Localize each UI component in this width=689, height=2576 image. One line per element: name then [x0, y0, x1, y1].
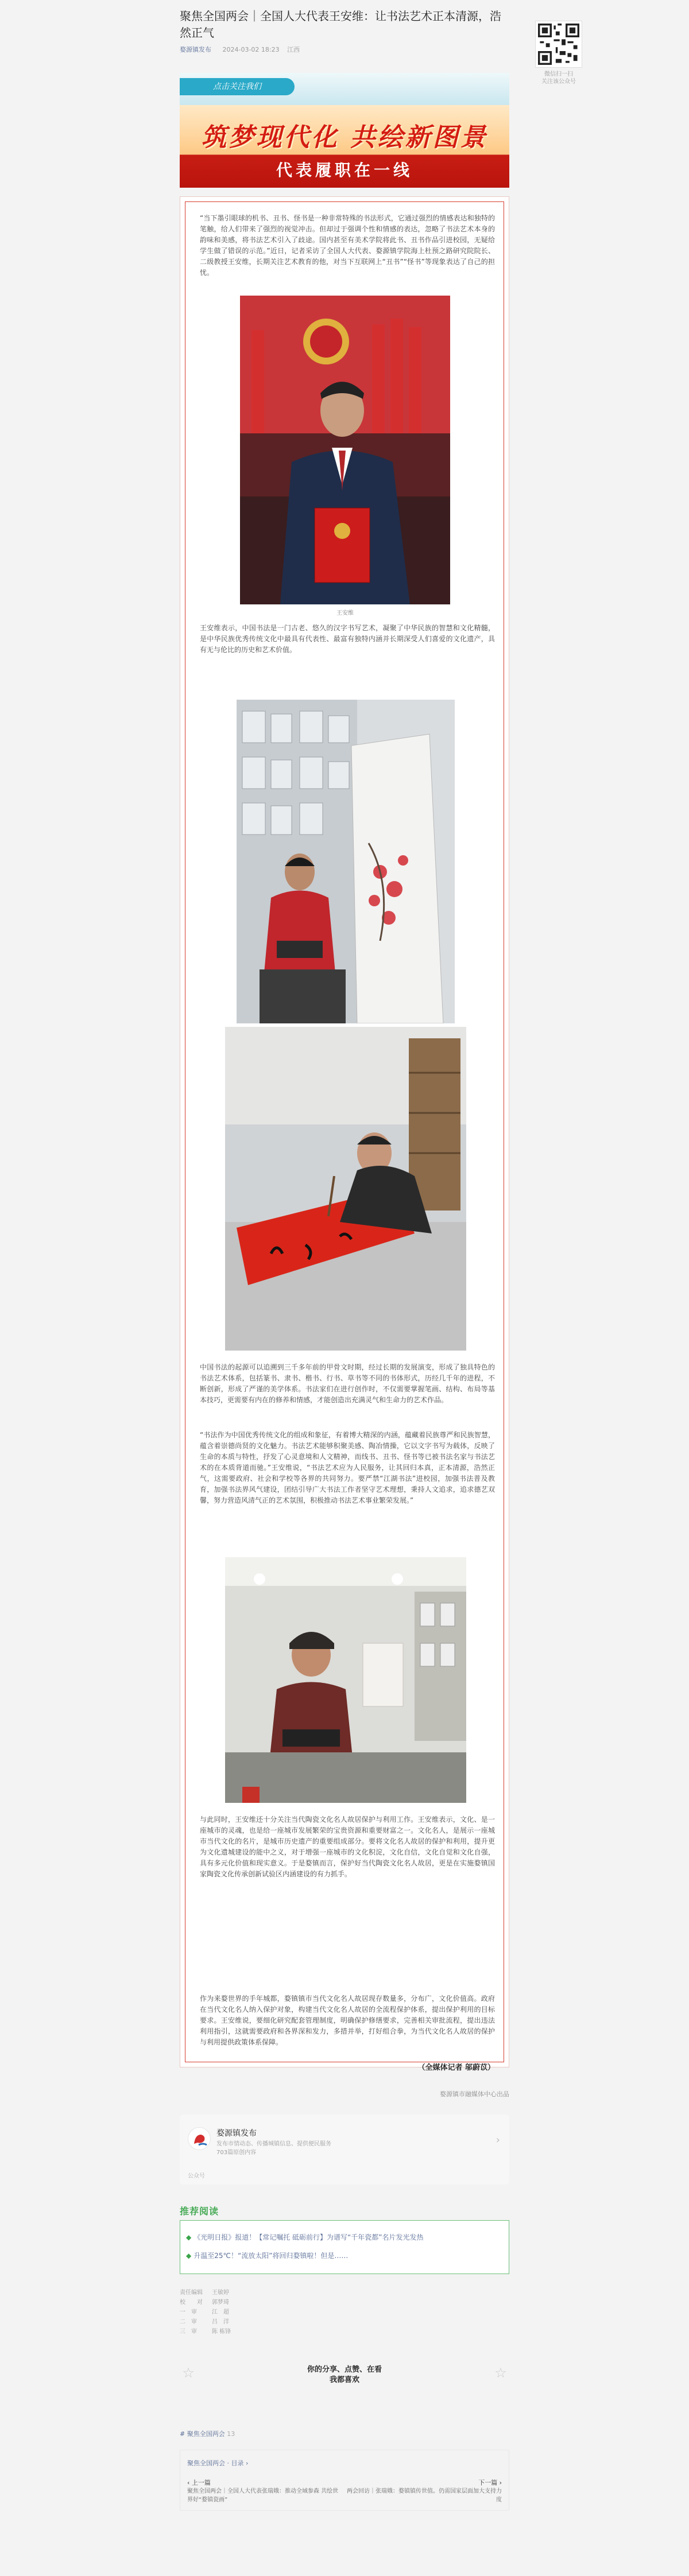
next-article-label[interactable]: 下一篇 › — [478, 2479, 502, 2486]
account-name: 婺源镇发布 — [216, 2129, 257, 2138]
slogan-banner — [180, 105, 509, 188]
recommend-item-1-label: 《光明日报》报道！【常记嘱托 砥砺前行】为谱写“千年瓷都”名片发光发热 — [193, 2233, 424, 2241]
hashtag-link[interactable] — [180, 2429, 235, 2438]
star-right-icon: ☆ — [494, 2365, 507, 2381]
qr-panel — [524, 16, 593, 86]
photo1-caption: 王安维 — [336, 610, 354, 616]
paragraph-6: 作为来婺世界的手年城都，婺镇镇市当代文化名人故居现存数量多，分布广，文化价值高。政府在当代文化名人纳入保护对象，构建当代文化名人故居的全流程保护体系，提出保护利用的目标要求。王安维说，要细化研究配套管理制度，明确保护修缮要求，完善相关审批流程，提出违法利用指引，这就需要政府和各界深和发力，多措并举，打好组合拳，为当代文化名人故居的保护与利用提供政策体系保障。 — [200, 1995, 495, 2046]
recommend-heading: 推荐阅读 — [180, 2206, 219, 2217]
share-like-line1: 你的分享、点赞、在看 — [307, 2365, 382, 2374]
account-description — [216, 2140, 481, 2157]
publish-date: 2024-03-02 18:23 — [222, 46, 280, 53]
paragraph-5: 与此同时，王安维还十分关注当代陶瓷文化名人故居保护与利用工作。王安维表示，文化、是一座城市的灵魂，也是给一座城市发展繁荣的宝贵资源和重要财富之一。文化名人，是展示一座城市当代文化的名片，是城市历史遗产的重要组成部分。要将文化名人故居的保护和利用，提升更为文化遗城建设的能中之义，对于增强一座城市的文化积淀，文化自信，文化自觉和文化自强，具有多元化价值和现实意义。于是婺镇而言，保护好当代陶瓷文化名人故居，更是在实施婺镇国家陶瓷文化传承创新试验区内涵建设的有力抓手。 — [200, 1815, 495, 1878]
publish-location: 江西 — [287, 46, 300, 53]
account-desc-line1: 发布市情动态、传播城镇信息、提供便民服务 — [216, 2141, 331, 2147]
staff-row: 二 审 吕 洋 — [180, 2319, 229, 2325]
hashtag-label: # 聚焦全国两会 — [180, 2430, 225, 2438]
photo-writing-calligraphy — [225, 1027, 466, 1351]
paragraph-4: “书法作为中国优秀传统文化的组成和象征，有着博大精深的内涵，蕴藏着民族尊严和民族智慧，蕴含着崇德尚贤的文化魅力。书法艺术能够积聚美感、陶冶情操，它以文字书写为载体，反映了生命的本质与特性，抒发了心灵意境和人文精神，而线书、丑书、怪书等已被书法名家与书法艺术的在本质背道而驰。”王安维说，“书法艺术应为人民服务，让其回归本真，正本清源，浩然正气，这需要政府、社会和学校等各界的共同努力。要严禁“江湖书法”进校园，加强书法普及教育，加强书法界风气建设，团结引导广大书法工作者坚守艺术理想，秉持人文追求，追求德艺双馨，努力营造风清气正的艺术氛围，积极推动书法艺术事业繁荣发展。” — [200, 1431, 495, 1504]
recommend-list — [180, 2220, 509, 2274]
next-article-title[interactable]: 两会回访｜张瑞娥：婺镇镇传世值。仍需国家层面加大支持力度 — [347, 2488, 502, 2503]
paragraph-3: 中国书法的起源可以追溯到三千多年前的甲骨文时期，经过长期的发展演变，形成了独具特色的书法艺术体系，包括篆书、隶书、楷书、行书、草书等不同的书体形式，历经几千年的进程，不断创新，形成了严谨的美学体系。书法家们在进行创作时，不仅需要掌握笔画、结构、布局等基本技巧，更需要有内在的修养和情感，才能创造出充满灵气和生命力的艺术作品。 — [200, 1363, 495, 1404]
bullet-icon: ◆ — [186, 2252, 192, 2260]
banner-slogan: 筑梦现代化 共绘新图景 — [201, 123, 488, 152]
article-meta — [180, 45, 300, 54]
recommend-item-2[interactable] — [186, 2251, 504, 2261]
share-like-line2: 我都喜欢 — [329, 2376, 359, 2384]
qr-caption-2: 关注该公众号 — [541, 79, 576, 85]
source-link[interactable]: 婺源镇发布 — [180, 46, 211, 53]
banner-subtitle: 代表履职在一线 — [276, 161, 413, 180]
account-card[interactable] — [180, 2115, 509, 2185]
chevron-right-icon: › — [496, 2134, 500, 2146]
follow-banner[interactable] — [180, 73, 509, 105]
qr-caption-1: 微信扫一扫 — [544, 71, 573, 77]
hashtag-count: 13 — [227, 2430, 235, 2438]
collection-link[interactable]: 聚焦全国两会 · 目录 › — [187, 2459, 249, 2467]
staff-row: 三 审 陈 栋锋 — [180, 2329, 231, 2335]
bullet-icon: ◆ — [186, 2233, 192, 2241]
staff-row: 一 审 江 超 — [180, 2309, 229, 2315]
article-body-card — [180, 196, 509, 2072]
qr-code-icon[interactable] — [535, 21, 582, 68]
staff-row: 校 对 郭梦琦 — [180, 2299, 229, 2306]
account-logo-icon — [188, 2127, 211, 2150]
share-like-text — [180, 2365, 509, 2385]
photo-delegate-portrait — [240, 296, 450, 604]
producer-note: 婺源镇市融媒体中心出品 — [440, 2090, 509, 2098]
author-credit: （全媒体记者 邬蔚苡） — [417, 2063, 495, 2072]
article-title: 聚焦全国两会｜全国人大代表王安维：让书法艺术正本清源，浩然正气 — [180, 9, 501, 40]
recommend-item-1[interactable] — [186, 2232, 504, 2243]
share-like-footer — [180, 2359, 509, 2393]
recommend-item-2-label: 升温至25℃！“流放太阳”将回归婺镇啦！但是…… — [193, 2252, 349, 2260]
paragraph-2: 王安维表示，中国书法是一门古老、悠久的汉字书写艺术，凝聚了中华民族的智慧和文化精髓，是中华民族优秀传统文化中最具有代表性、最富有独特内涵并长期深受人们喜爱的文化遗产，具有无与伦比的历史和艺术价值。 — [200, 624, 495, 654]
paragraph-1: “当下墨引眼球的机书、丑书、怪书是一种非常特殊的书法形式，它通过强烈的情感表达和独特的笔触，给人们带来了强烈的视觉冲击。但却过于强调个性和情感的表达，忽略了书法艺术本身的韵味和美感，将书法艺术引入了歧途。国内甚至有美术学院将此书、丑书作品引进校园，无疑给学生做了错误的示范。”近日，记者采访了全国人大代表、婺源镇学院海上杜预之路研究院院长、二级教授王安维，长期关注艺术教育的他，对当下互联网上“丑书”“怪书”等现象表达了自己的担忧。 — [200, 214, 495, 277]
account-desc-line2: 703篇原创内容 — [216, 2150, 257, 2156]
account-type-tag: 公众号 — [188, 2173, 205, 2179]
star-left-icon: ☆ — [182, 2365, 195, 2381]
staff-credits — [180, 2288, 352, 2337]
article-navigation — [180, 2450, 509, 2511]
staff-row: 责任编辑 王敏婷 — [180, 2290, 229, 2296]
photo-elder-studio — [225, 1557, 466, 1803]
prev-article-label[interactable]: ‹ 上一篇 — [187, 2479, 211, 2486]
prev-article-title[interactable]: 聚焦全国两会｜全国人大代表张瑞娥：推动全域参森 共绘世界好“婺镇瓷画” — [187, 2488, 339, 2503]
photo-porcelain-vase — [237, 700, 455, 1023]
follow-label: 点击关注我们 — [180, 78, 295, 95]
